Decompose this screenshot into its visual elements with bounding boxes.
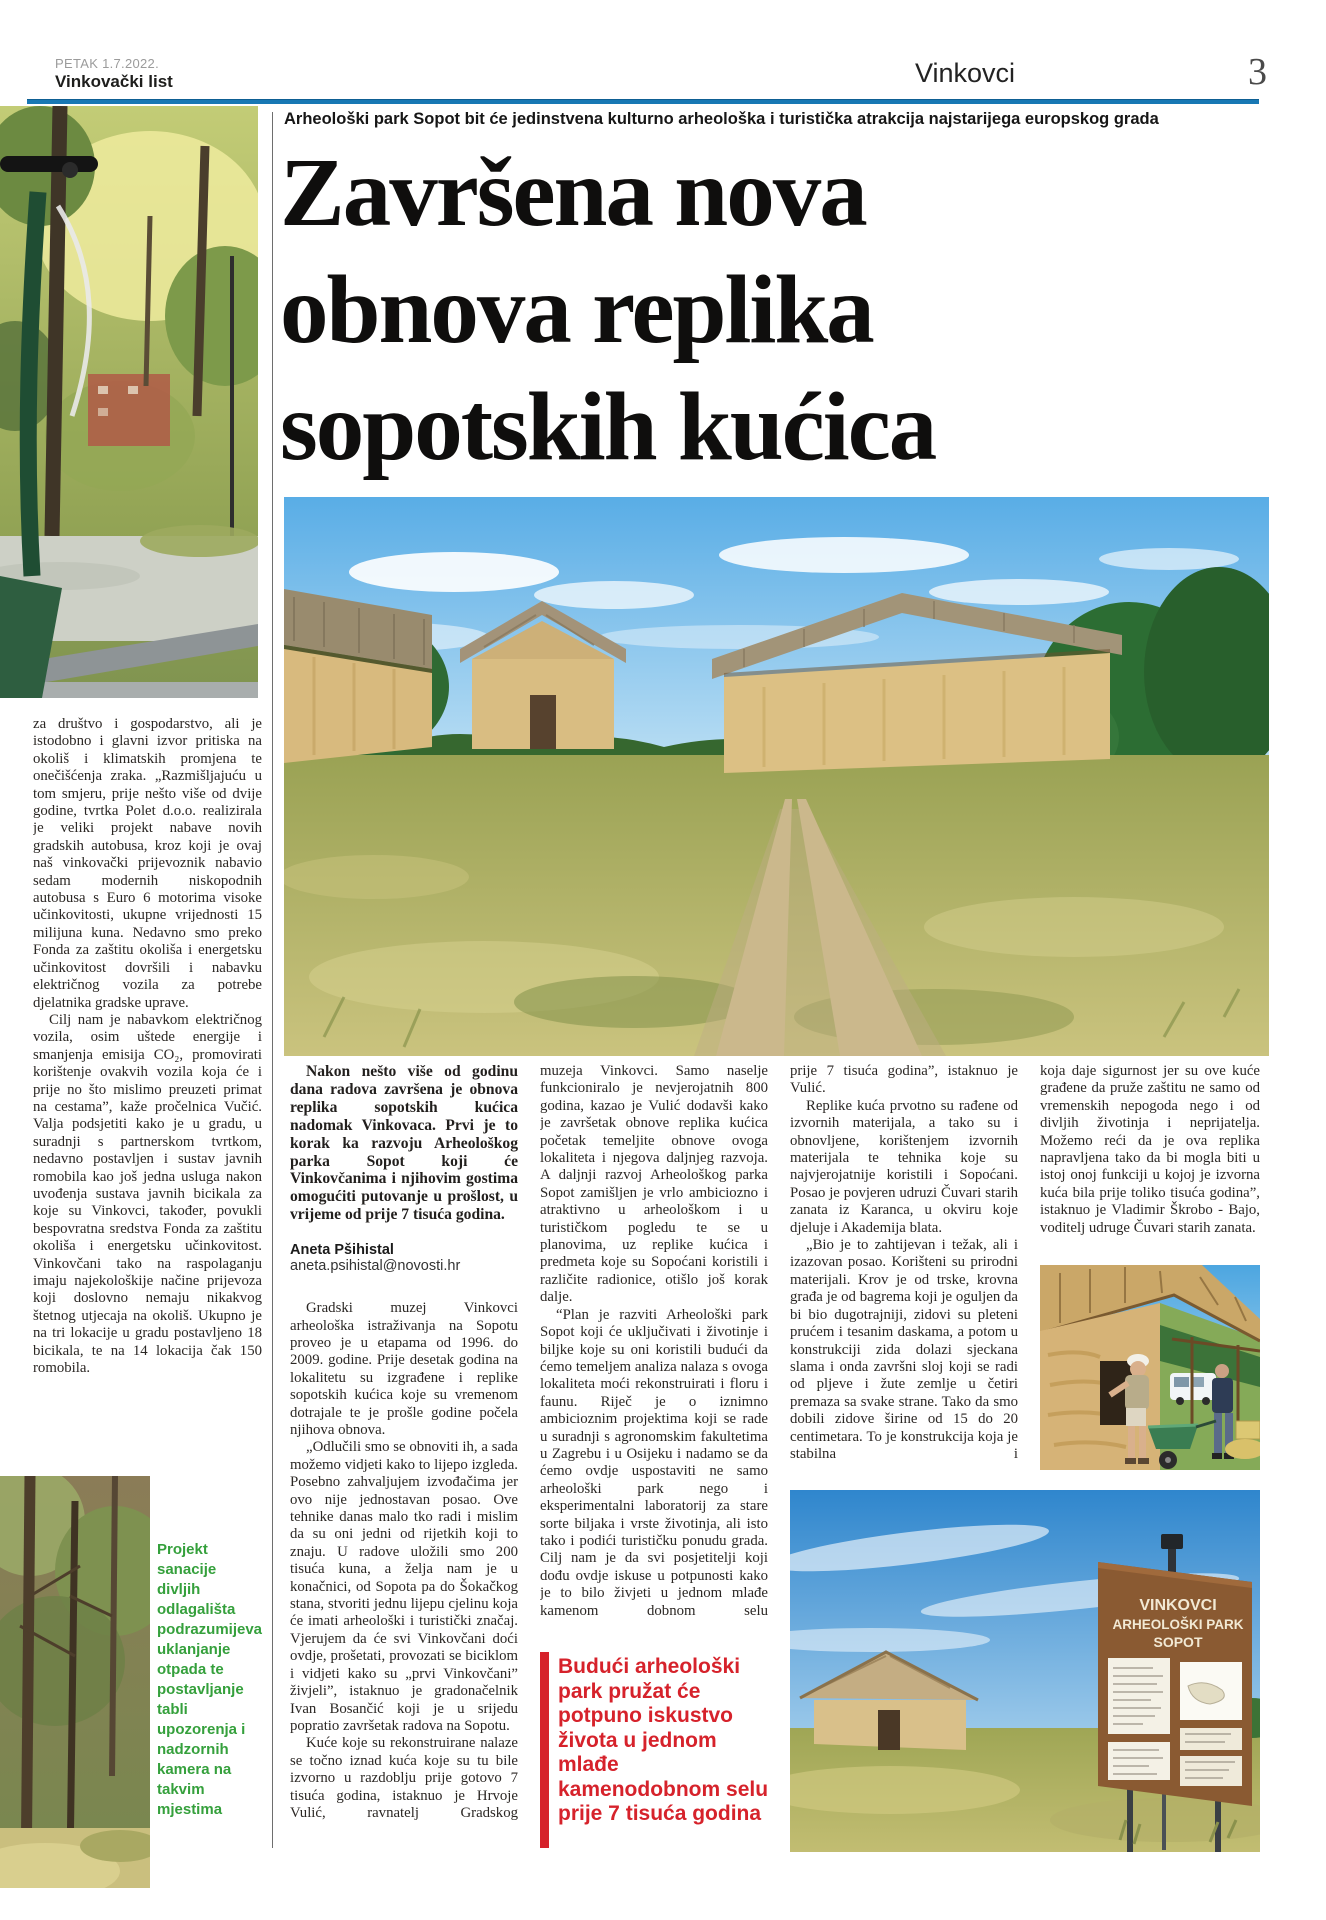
headline-line-2: obnova replika (280, 256, 873, 363)
green-caption: Projekt sanacije divljih odlagališta podrazumijeva uklanjanje otpada te postavljanje tabli upozorenja i nadzornih kamera na takvim mjestima (157, 1541, 263, 1818)
left-margin-article (33, 716, 262, 1460)
edition-date: PETAK 1.7.2022. (55, 56, 159, 71)
headline-line-3: sopotskih kućica (280, 373, 936, 480)
article-paragraph: muzeja Vinkovci. Samo naselje funkcioniralo je nevjerojatnih 800 godina, kazao je Vulić dodavši kako je završetak obnove replika kućica početak temeljite obnove ovoga lokaliteta i njegova daljnjeg razvoja. A daljnji razvoj Arheološkog parka Sopot zamišljen je vrlo ambiciozno i atraktivno u arheološkom i u turističkom pogledu te se u planovima, uz replike kućica i predmeta koje su Sopoćani koristili i različite radionice, otišlo još korak dalje. (540, 1063, 768, 1306)
sign-title-line-2: ARHEOLOŠKI PARK (1112, 1617, 1244, 1632)
sign-title-line-3: SOPOT (1153, 1634, 1203, 1650)
article-paragraph: „Bio je to zahtijevan i težak, ali i izazovan posao. Korišteni su prirodni materijali. Krov je od trske, krovna građa je od bagrema koji je oguljen da bi bio dugotrajniji, zidovi su pleteni prućem i tesanim daskama, a potom u konstrukciji zida dolazi sjeckana slama i onda završni sloj koji se radi od pljeve i žute zemlje u četiri premaza sa svake strane. Tako da smo dobili zidove širine od 15 do 20 centimetara. To je konstrukcija koja je stabilna i (790, 1237, 1018, 1462)
byline-email: aneta.psihistal@novosti.hr (290, 1258, 461, 1275)
byline-author: Aneta Pšihistal (290, 1242, 394, 1259)
scooter-park-photo (0, 106, 258, 698)
section-title: Vinkovci (915, 58, 1016, 88)
headline-line-1: Završena nova (280, 139, 866, 246)
park-sign-photo (790, 1490, 1260, 1852)
article-column-1 (290, 1063, 518, 1853)
page-number: 3 (1248, 51, 1267, 93)
left-paragraph-1: za društvo i gospodarstvo, ali je istodobno i glavni izvor pritiska na okoliš i klimatskih promjena te onečišćenja zraka. „Razmišljajuću u tom smjeru, prije nešto više od dvije godine, tvrtka Polet d.o.o. realizirala je veliki projekt nabave novih gradskih autobusa, kroz koji je ovaj naš vinkovački prijevoznik nabavio sedam modernih niskopodnih autobusa s Euro 6 motorima visoke učinkovitosti, ukupne vrijednosti 15 milijuna kuna. Nedavno smo preko Fonda za zaštitu okoliša i energetsku učinkovitost dovršili i nabavku električnog vozila za potrebe djelatnika gradske uprave. (33, 716, 262, 1011)
header-rule (27, 99, 1259, 104)
article-column-2 (540, 1063, 768, 1623)
plastering-photo (1040, 1265, 1260, 1470)
masthead-title: Vinkovački list (55, 72, 173, 91)
article-column-4 (1040, 1063, 1260, 1257)
kicker: Arheološki park Sopot bit će jedinstvena kulturno arheološka i turistička atrakcija najstarijega europskog grada (284, 110, 1159, 128)
article-paragraph: „Odlučili smo se obnoviti ih, a sada možemo vidjeti kako to lijepo izgleda. Posebno zahvaljujem izvođačima jer ovo nije jednostavan posao. Ove tehnike danas malo tko radi i mislim da su oni jedni od rijetkih koji to znaju. U radove uložili smo 200 tisuća kuna, a želja nam je u konačnici, od Sopota pa do Šokačkog stana, stvoriti jednu lijepu cjelinu koja će imati arheološki i turistički značaj. Vjerujem da će svi Vinkovčani doći ovdje, prošetati, provozati se biciklom i vidjeti kako su „prvi Vinkovčani” živjeli”, istaknuo je gradonačelnik Ivan Bosančić koji je u srijedu popratio završetak radova na Sopotu. (290, 1439, 518, 1734)
article-paragraph: Kuće koje su rekonstruirane nalaze se točno iznad kuća koje su tu bile izvorno u razdoblju prije gotovo 7 tisuća godina, istaknuo je Hrvoje Vulić, ravnatelj Gradskog (290, 1735, 518, 1821)
headline (280, 134, 1280, 485)
article-column-3 (790, 1063, 1018, 1481)
article-paragraph: “Plan je razviti Arheološki park Sopot koji će uključivati i životinje i biljke koje su oni koristili budući da ćemo temeljem analiza nalaza s ovoga lokaliteta moći rekonstruirati i floru i faunu. Riječ je o iznimno ambicioznim projektima koji se rade u suradnji s agronomskim fakultetima u Zagrebu i u Osijeku i nadamo se da ćemo ovdje uspostaviti ne samo arheološki park nego i eksperimentalni laboratorij za stare sorte biljaka i vrste životinja, ali isto tako i podići turističku ponudu grada. Cilj nam je da svi posjetitelji koji dođu ovdje iskuse u potpunosti kako je to bilo živjeti u jednom mlađe kamenom dobnom selu (540, 1306, 768, 1619)
pull-quote: Budući arheološki park pružat će potpuno iskustvo života u jednom mlađe kamenodobnom selu prije 7 tisuća godina (558, 1655, 769, 1825)
article-paragraph: Gradski muzej Vinkovci arheološka istraživanja na Sopotu proveo je u etapama od 1996. do 2009. godine. Prije desetak godina na lokalitetu su izgrađene i replike sopotskih kućica koje su vremenom dotrajale te je prošle godine počela njihova obnova. (290, 1300, 518, 1438)
pull-quote-bar (540, 1652, 549, 1848)
article-paragraph: Replike kuća prvotno su rađene od izvornih materijala, a tako su i obnovljene, korištenjem izvornih materijala te tehnika koje su najvjerojatnije koristili i Sopoćani. Posao je povjeren udruzi Čuvari starih zanata iz Karanca, u okviru koje djeluje i Akademija blata. (790, 1097, 1018, 1236)
article-paragraph: koja daje sigurnost jer su ove kuće građene da pruže zaštitu ne samo od vremenskih nepogoda nego i od divljih životinja i neprijatelja. Možemo reći da je ova replika napravljena tako da bi mogla biti u istoj onoj funkciji u kojoj je izvorna kuća bila prije toliko tisuća godina”, istaknuo je Vladimir Škrobo - Bajo, voditelj udruge Čuvari starih zanata. (1040, 1063, 1260, 1236)
lead-paragraph: Nakon nešto više od godinu dana radova završena je obnova replika sopotskih kućica nadomak Vinkovaca. Prvi je to korak ka razvoju Arheološkog parka Sopot koji će Vinkovčanima i njihovim gostima omogućiti putovanje u prošlost, u vrijeme od prije 7 tisuća godina. (290, 1063, 518, 1224)
dump-site-photo (0, 1476, 150, 1888)
left-paragraph-2: Cilj nam je nabavkom električnog vozila, osim uštede energije i smanjenja emisija CO₂, promovirati korištenje ovakvih vozila koja će i prije no što mislimo preuzeti primat na cestama”, kaže pročelnica Vučić. Valja podsjetiti kako je u gradu, u suradnji s partnerskom tvrtkom, nedavno postavljen i sustav javnih romobila kao još jedna usluga nakon uvođenja sustava javnih bicikala za koje su Vinkovci, također, povukli bespovratna sredstva Fonda za zaštitu okoliša i energetsku učinkovitost. Vinkovčani tako na raspolaganju imaju najekološkije načine prijevoza koji doslovno nemaju nikakvog štetnog utjecaja na okoliš. Ukupno je na tri lokacije u gradu postavljeno 18 bicikala, te na 14 lokacija čak 150 romobila. (33, 1011, 262, 1377)
article-paragraph: prije 7 tisuća godina”, istaknuo je Vulić. (790, 1063, 1018, 1097)
sign-title-line-1: VINKOVCI (1139, 1597, 1217, 1614)
column-divider (272, 112, 273, 1848)
main-photo-sopot-houses (284, 497, 1269, 1056)
